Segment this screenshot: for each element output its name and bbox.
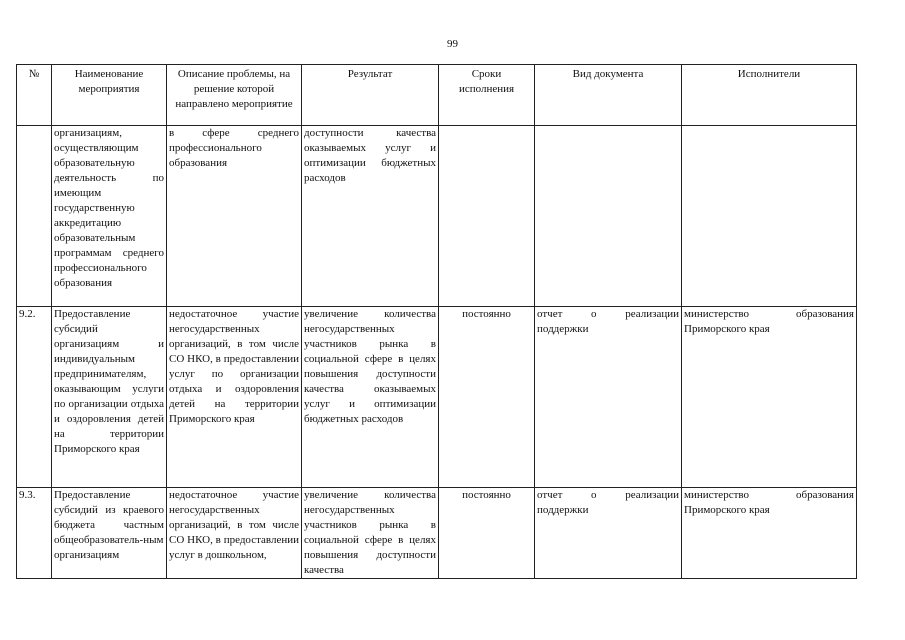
- cell-executors: министерство образования Приморского края: [682, 307, 857, 488]
- cell-document: отчет о реализации поддержки: [535, 307, 682, 488]
- cell-terms: [439, 126, 535, 307]
- header-problem: Описание проблемы, на решение которой направлено мероприятие: [167, 65, 302, 126]
- measures-table: [16, 64, 857, 579]
- cell-number: 9.3.: [17, 488, 52, 579]
- cell-problem: недостаточное участие негосударственных организаций, в том числе СО НКО, в предоставлении услуг по организации отдыха и оздоровления детей на территории Приморского края: [167, 307, 302, 488]
- cell-number: 9.2.: [17, 307, 52, 488]
- header-terms: Сроки исполнения: [439, 65, 535, 126]
- cell-document: [535, 126, 682, 307]
- cell-result: доступности качества оказываемых услуг и оптимизации бюджетных расходов: [302, 126, 439, 307]
- header-number: №: [17, 65, 52, 126]
- cell-terms: постоянно: [439, 488, 535, 579]
- header-name: Наименование мероприятия: [52, 65, 167, 126]
- header-document: Вид документа: [535, 65, 682, 126]
- cell-problem: в сфере среднего профессионального образования: [167, 126, 302, 307]
- cell-result: увеличение количества негосударственных участников рынка в социальной сфере в целях повышения доступности качества: [302, 488, 439, 579]
- page-number: 99: [447, 38, 458, 50]
- table-header-row: [17, 65, 857, 126]
- cell-result: увеличение количества негосударственных участников рынка в социальной сфере в целях повышения доступности качества оказываемых услуг и оптимизации бюджетных расходов: [302, 307, 439, 488]
- cell-number: [17, 126, 52, 307]
- cell-executors: министерство образования Приморского края: [682, 488, 857, 579]
- cell-document: отчет о реализации поддержки: [535, 488, 682, 579]
- header-result: Результат: [302, 65, 439, 126]
- header-executors: Исполнители: [682, 65, 857, 126]
- cell-name: Предоставление субсидий из краевого бюджета частным общеобразователь-ным организациям: [52, 488, 167, 579]
- cell-name: Предоставление субсидий организациям и индивидуальным предпринимателям, оказывающим услуги по организации отдыха и оздоровления детей на территории Приморского края: [52, 307, 167, 488]
- cell-terms: постоянно: [439, 307, 535, 488]
- table-row: [17, 488, 857, 579]
- table-row: [17, 307, 857, 488]
- cell-problem: недостаточное участие негосударственных организаций, в том числе СО НКО, в предоставлении услуг в дошкольном,: [167, 488, 302, 579]
- table-row: [17, 126, 857, 307]
- cell-executors: [682, 126, 857, 307]
- cell-name: организациям, осуществляющим образовательную деятельность по имеющим государственную аккредитацию образовательным программам среднего профессионального образования: [52, 126, 167, 307]
